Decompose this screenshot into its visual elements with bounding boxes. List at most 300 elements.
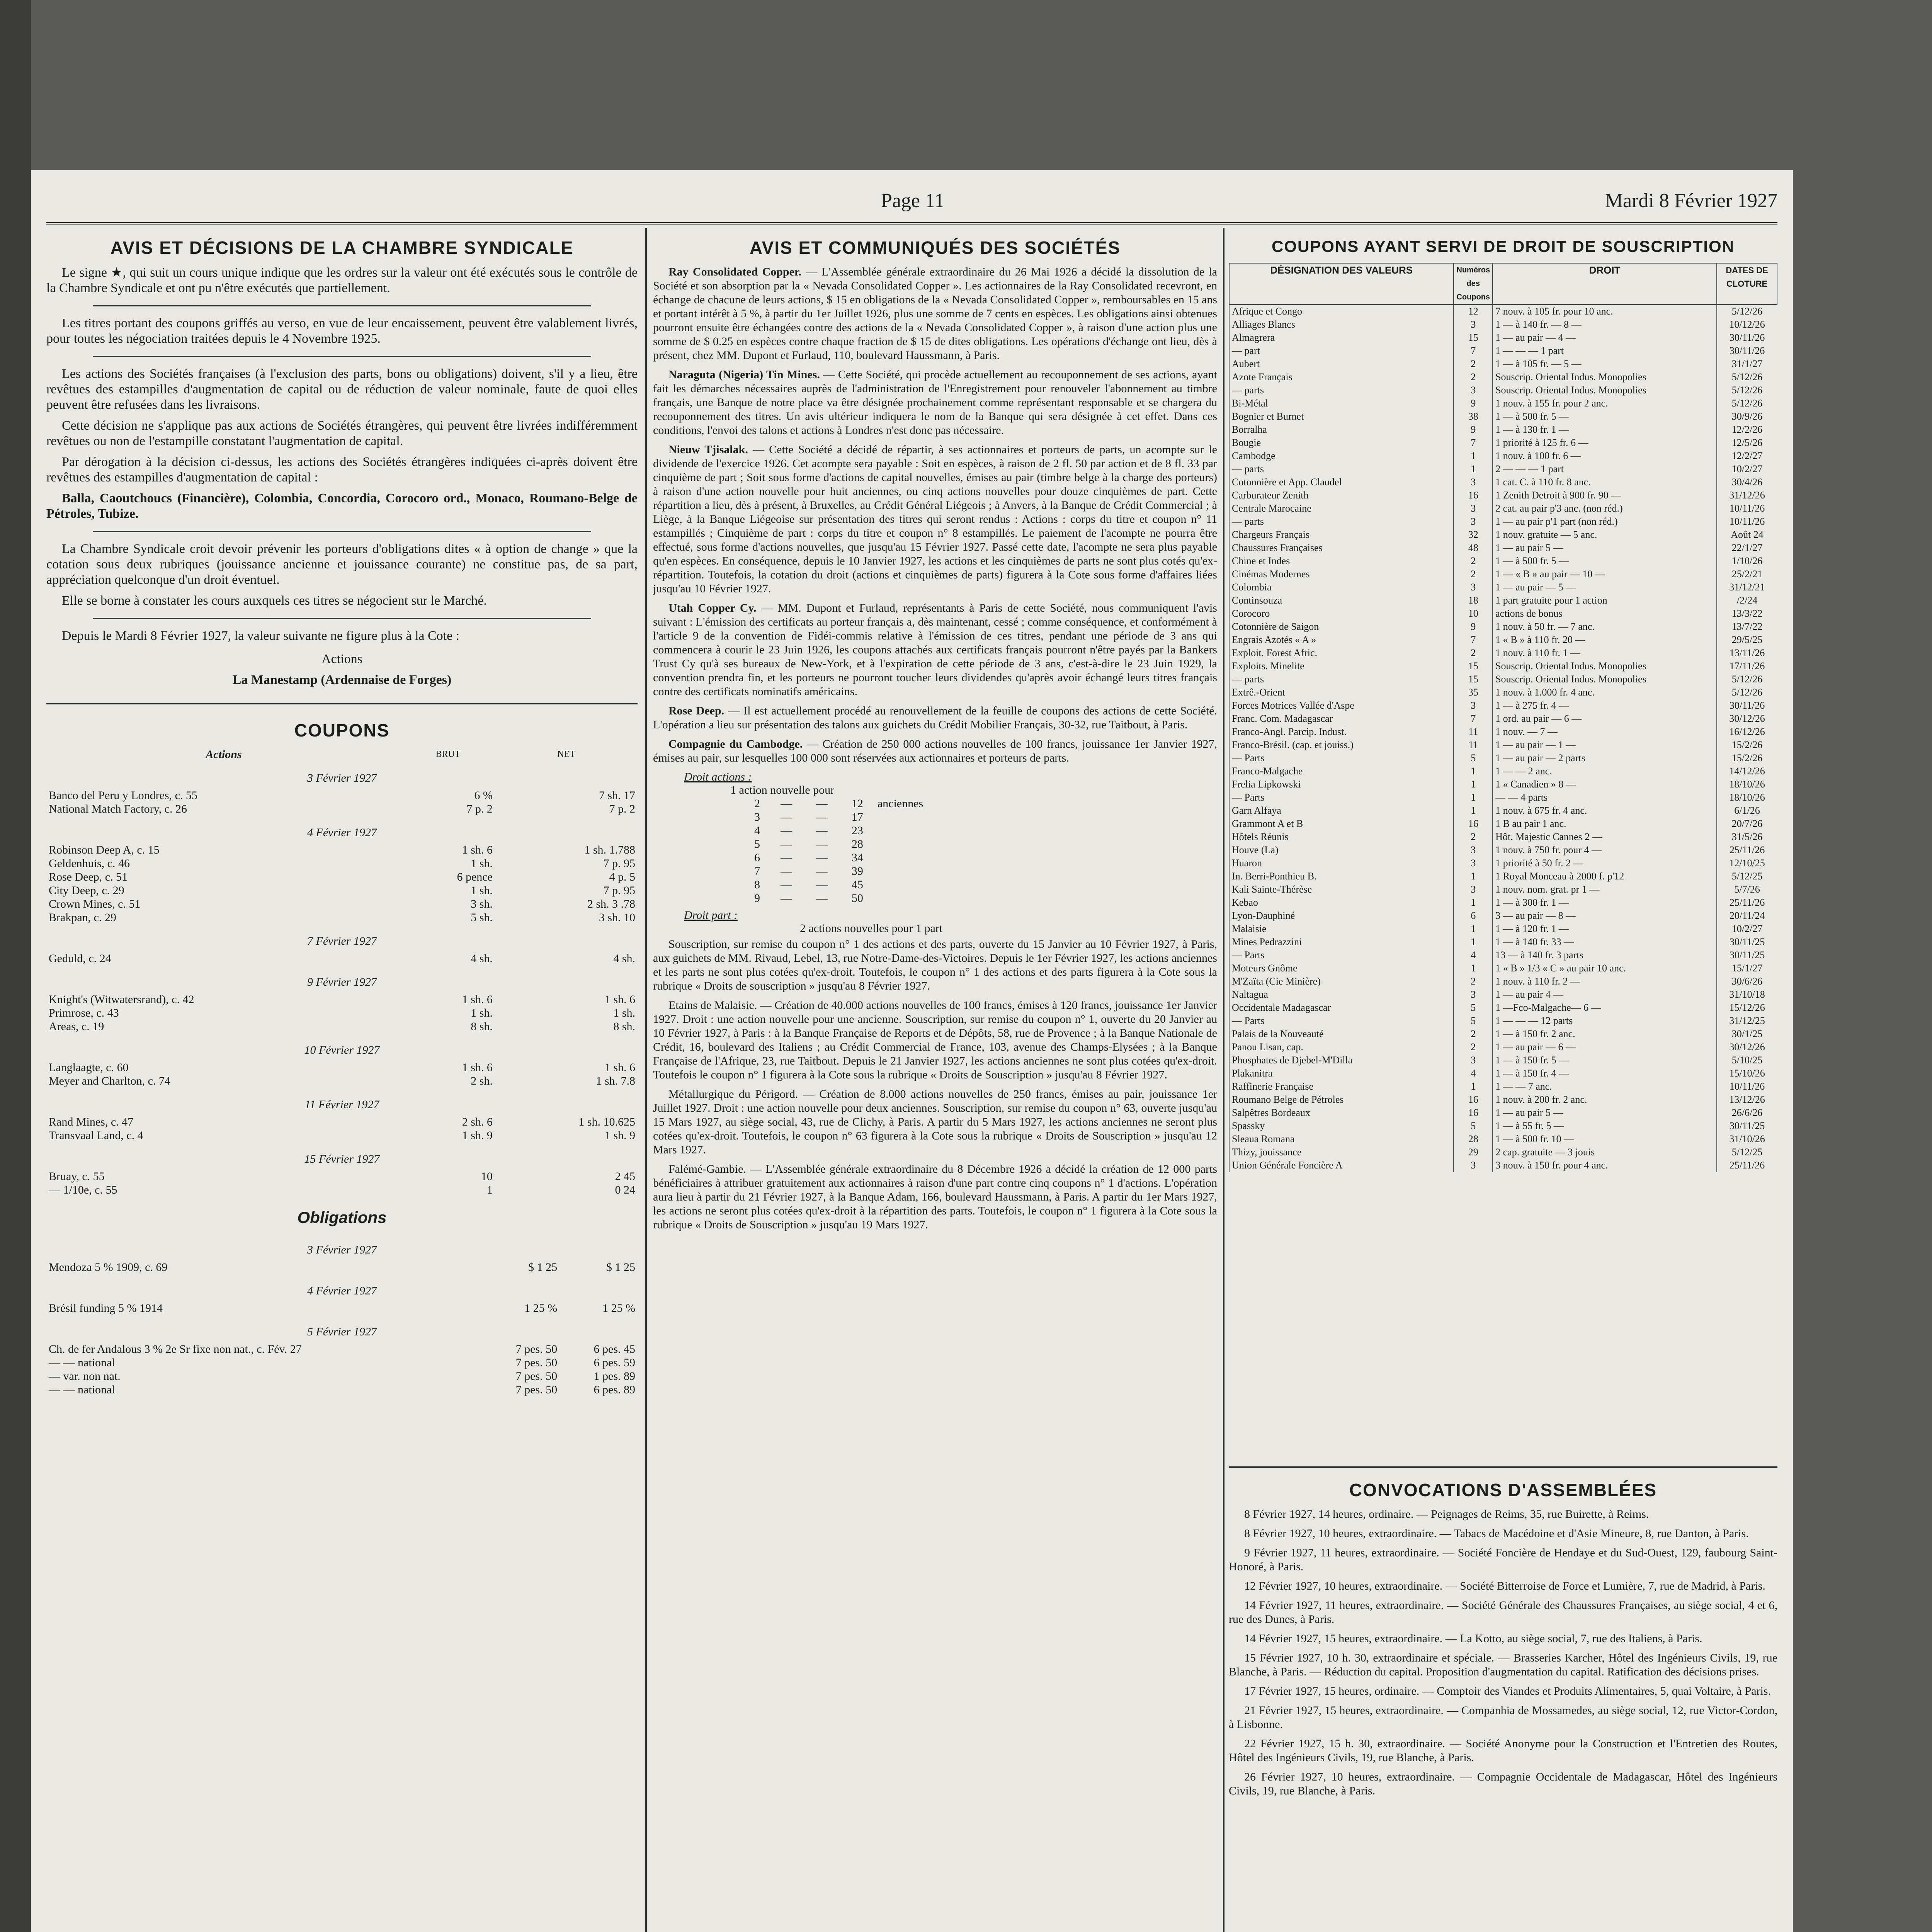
cs-cell: Spassky bbox=[1229, 1119, 1454, 1133]
cs-cell: 30/12/26 bbox=[1717, 712, 1777, 725]
cs-cell: 30/11/25 bbox=[1717, 935, 1777, 949]
cs-cell: — parts bbox=[1229, 515, 1454, 528]
cs-cell: 3 bbox=[1454, 844, 1493, 857]
coupons-date: 15 Février 1927 bbox=[304, 1153, 380, 1165]
cs-cell: 1 — à 105 fr. — 5 — bbox=[1493, 357, 1717, 371]
coupons-cell: 1 sh. 6 bbox=[462, 993, 493, 1006]
avis-paragraph: Les actions des Sociétés françaises (à l'exclusion des parts, bons ou obligations) doivent, s'il y a lieu, être revêtues des estampilles d'augmentation de capital ou de réduction de valeur nominale, faute de quoi elles peuvent être refusées dans les livraisons. bbox=[46, 367, 638, 412]
cs-row bbox=[1229, 673, 1777, 686]
cs-cell: 1 nouv. à 100 fr. 6 — bbox=[1493, 449, 1717, 463]
coupons-row bbox=[46, 897, 638, 911]
cs-cell: — parts bbox=[1229, 673, 1454, 686]
cs-cell: Souscrip. Oriental Indus. Monopolies bbox=[1493, 660, 1717, 673]
cs-cell: 3 bbox=[1454, 476, 1493, 489]
droit-actions-row bbox=[746, 837, 985, 851]
cs-row bbox=[1229, 1067, 1777, 1080]
avis-paragraph: Par dérogation à la décision ci-dessus, les actions des Sociétés étrangères indiquées ci-après doivent être revêtues des estampilles d'augmentation de capital : bbox=[46, 455, 638, 485]
droit-actions-row bbox=[746, 810, 985, 824]
cs-cell: 2 cat. au pair p'3 anc. (non réd.) bbox=[1493, 502, 1717, 515]
coupons-cell: 6 pence bbox=[457, 871, 493, 883]
cs-header-droit: DROIT bbox=[1493, 263, 1717, 304]
coupons-cell: 6 % bbox=[474, 789, 493, 802]
cs-row bbox=[1229, 1133, 1777, 1146]
cs-row bbox=[1229, 949, 1777, 962]
cs-cell: 1 — au pair 5 — bbox=[1493, 541, 1717, 554]
coupons-header-brut: BRUT bbox=[435, 749, 461, 759]
cs-cell: — Parts bbox=[1229, 791, 1454, 804]
cs-cell: Azote Français bbox=[1229, 371, 1454, 384]
cs-row bbox=[1229, 410, 1777, 423]
top-rule bbox=[46, 222, 1777, 224]
cs-cell: 15 bbox=[1454, 331, 1493, 344]
cs-cell: 1 — à 275 fr. 4 — bbox=[1493, 699, 1717, 712]
cs-row bbox=[1229, 318, 1777, 331]
cs-cell: 12/5/26 bbox=[1717, 436, 1777, 449]
coupons-cell: Meyer and Charlton, c. 74 bbox=[49, 1075, 170, 1087]
coupons-cell: 2 sh. 6 bbox=[462, 1116, 493, 1128]
cs-cell: — Parts bbox=[1229, 949, 1454, 962]
cs-cell: — part bbox=[1229, 344, 1454, 357]
cs-cell: 17/11/26 bbox=[1717, 660, 1777, 673]
avis-paragraph: Le signe ★, qui suit un cours unique indique que les ordres sur la valeur ont été exécutés sous le contrôle de la Chambre Syndicale et ont pu n'être exécutés que partiellement. bbox=[46, 265, 638, 295]
cs-cell: 10 bbox=[1454, 607, 1493, 620]
coupons-row bbox=[46, 1061, 638, 1074]
section-rule bbox=[1229, 1466, 1777, 1468]
cs-cell: 2 cap. gratuite — 3 jouis bbox=[1493, 1146, 1717, 1159]
divider bbox=[93, 305, 591, 306]
cs-cell: 28 bbox=[1454, 1133, 1493, 1146]
cs-cell: Lyon-Dauphiné bbox=[1229, 909, 1454, 922]
cs-row bbox=[1229, 502, 1777, 515]
coupons-row bbox=[46, 1020, 638, 1033]
avis-paragraph: Depuis le Mardi 8 Février 1927, la valeur suivante ne figure plus à la Cote : bbox=[62, 629, 460, 643]
cs-cell: Afrique et Congo bbox=[1229, 304, 1454, 318]
coupons-row bbox=[46, 857, 638, 870]
coupons-cell: 8 sh. bbox=[471, 1020, 493, 1033]
coupons-cell: Crown Mines, c. 51 bbox=[49, 898, 141, 910]
cs-row bbox=[1229, 922, 1777, 935]
coupons-oblig-cell: 7 pes. 50 bbox=[515, 1356, 558, 1369]
cs-row bbox=[1229, 646, 1777, 660]
cs-cell: 6/1/26 bbox=[1717, 804, 1777, 817]
cs-row bbox=[1229, 607, 1777, 620]
cs-cell: 1 — au pair 5 — bbox=[1493, 1106, 1717, 1119]
cs-cell: 10/11/26 bbox=[1717, 1080, 1777, 1093]
cs-row bbox=[1229, 962, 1777, 975]
droit-dash: — bbox=[781, 824, 793, 837]
cs-cell: 1 nouv. — 7 — bbox=[1493, 725, 1717, 738]
convocation-item: 8 Février 1927, 14 heures, ordinaire. — Peignages de Reims, 35, rue Buirette, à Reims. bbox=[1244, 1508, 1649, 1520]
cs-cell: 1 — à 120 fr. 1 — bbox=[1493, 922, 1717, 935]
cs-cell: 38 bbox=[1454, 410, 1493, 423]
cs-cell: 5/12/26 bbox=[1717, 673, 1777, 686]
cs-cell: 2 bbox=[1454, 646, 1493, 660]
cs-row bbox=[1229, 817, 1777, 830]
cs-cell: 13 — à 140 fr. 3 parts bbox=[1493, 949, 1717, 962]
cs-cell: 1 nouv. à 110 fr. 1 — bbox=[1493, 646, 1717, 660]
cs-cell: Salpêtres Bordeaux bbox=[1229, 1106, 1454, 1119]
cs-cell: Bi-Métal bbox=[1229, 397, 1454, 410]
coupons-oblig-row bbox=[46, 1369, 638, 1383]
cs-cell: 1 ord. au pair — 6 — bbox=[1493, 712, 1717, 725]
cs-cell: 16/12/26 bbox=[1717, 725, 1777, 738]
cs-body bbox=[1229, 304, 1777, 1172]
convocation-item: 14 Février 1927, 11 heures, extraordinaire. — Société Générale des Chaussures Françaises, au siège social, 4 et 6, rue des Dunes, à Paris. bbox=[1229, 1599, 1777, 1626]
coupons-oblig-cell: 7 pes. 50 bbox=[515, 1383, 558, 1396]
cs-cell: Cotonnière de Saigon bbox=[1229, 620, 1454, 633]
coupons-date-row bbox=[46, 761, 638, 789]
cs-cell: 1 — au pair p'1 part (non réd.) bbox=[1493, 515, 1717, 528]
cs-cell: 5/12/26 bbox=[1717, 397, 1777, 410]
coupons-cell: 8 sh. bbox=[613, 1020, 635, 1033]
coupons-row bbox=[46, 843, 638, 857]
cs-cell: 29/5/25 bbox=[1717, 633, 1777, 646]
cs-cell: 2 bbox=[1454, 568, 1493, 581]
column-coupons-souscription bbox=[1229, 232, 1777, 1932]
cs-cell: 1 bbox=[1454, 791, 1493, 804]
coupons-date-row bbox=[46, 965, 638, 993]
droit-dash: — bbox=[781, 811, 793, 823]
droit-old-count: 17 bbox=[851, 811, 863, 823]
coupons-oblig-cell: — var. non nat. bbox=[49, 1370, 121, 1383]
cs-cell: Forces Motrices Vallée d'Aspe bbox=[1229, 699, 1454, 712]
running-header bbox=[31, 185, 1793, 216]
societe-notice: Etains de Malaisie. — Création de 40.000 actions nouvelles de 100 francs, émises à 120 francs, jouissance 1er Janvier 1927. Droit : une action nouvelle pour une ancienne. Souscription, sur remise du coupon n° 1, ouverte du 20 Janvier au 10 Février 1927, à Paris : à la Banque Française de Reports et de Dépôts, 58, rue de Provence ; à la Banque Nationale de Crédit, 16, boulevard des Italiens ; au Crédit Commercial de France, 103, avenue des Champs-Elysées ; à la Banque Française de l'Afrique, 23, rue Taitbout. Depuis le 21 Janvier 1927, les actions anciennes ne sont plus cotées qu'ex-droit. Toutefois le coupon n° 1 figurera à la Cote sous la rubrique « Droits de Souscription » jusqu'au 8 Février 1927. bbox=[653, 999, 1217, 1081]
cs-cell: 15/10/26 bbox=[1717, 1067, 1777, 1080]
cs-cell: 5/10/25 bbox=[1717, 1054, 1777, 1067]
cs-cell: 11 bbox=[1454, 725, 1493, 738]
cs-cell: 1 — à 500 fr. 5 — bbox=[1493, 410, 1717, 423]
coupons-row bbox=[46, 1006, 638, 1020]
cs-row bbox=[1229, 515, 1777, 528]
coupons-row bbox=[46, 1074, 638, 1088]
coupons-cell: 1 sh. bbox=[613, 1007, 635, 1019]
cs-cell: Souscrip. Oriental Indus. Monopolies bbox=[1493, 673, 1717, 686]
cs-cell: 1 — au pair — 6 — bbox=[1493, 1041, 1717, 1054]
cs-row bbox=[1229, 476, 1777, 489]
cs-cell: 1 bbox=[1454, 765, 1493, 778]
coupons-cell: Banco del Peru y Londres, c. 55 bbox=[49, 789, 197, 802]
cs-cell: 1 — à 150 fr. 4 — bbox=[1493, 1067, 1717, 1080]
cs-row bbox=[1229, 489, 1777, 502]
cs-cell: 5 bbox=[1454, 752, 1493, 765]
coupons-cell: 7 p. 2 bbox=[609, 803, 635, 815]
droit-new-count: 8 bbox=[754, 878, 760, 891]
cs-cell: 5/7/26 bbox=[1717, 883, 1777, 896]
cs-cell: 30/11/26 bbox=[1717, 344, 1777, 357]
droit-unit bbox=[875, 810, 985, 824]
cs-cell: 7 bbox=[1454, 633, 1493, 646]
coupons-date-row bbox=[46, 924, 638, 952]
coupons-oblig-row bbox=[46, 1342, 638, 1356]
cs-row bbox=[1229, 620, 1777, 633]
coupons-row bbox=[46, 870, 638, 884]
cs-cell: Frelia Lipkowski bbox=[1229, 778, 1454, 791]
coupons-cell: — 1/10e, c. 55 bbox=[49, 1184, 117, 1196]
societe-name: Compagnie du Cambodge. bbox=[668, 738, 803, 750]
droit-unit bbox=[875, 878, 985, 891]
cs-cell: 1 priorité à 125 fr. 6 — bbox=[1493, 436, 1717, 449]
cs-row bbox=[1229, 304, 1777, 318]
cs-cell: 3 bbox=[1454, 515, 1493, 528]
coupons-cell: Langlaagte, c. 60 bbox=[49, 1061, 129, 1074]
cs-row bbox=[1229, 371, 1777, 384]
cs-row bbox=[1229, 1146, 1777, 1159]
droit-new-count: 3 bbox=[754, 811, 760, 823]
droit-unit bbox=[875, 864, 985, 878]
convocations-items bbox=[1229, 1507, 1777, 1798]
cs-row bbox=[1229, 357, 1777, 371]
cs-cell: 20/7/26 bbox=[1717, 817, 1777, 830]
droit-old-count: 45 bbox=[851, 878, 863, 891]
cs-cell: 1 bbox=[1454, 922, 1493, 935]
cs-cell: 5/12/26 bbox=[1717, 371, 1777, 384]
coupons-cell: 3 sh. 10 bbox=[599, 911, 635, 924]
droit-dash: — bbox=[816, 824, 828, 837]
cs-cell: 1 nouv. à 50 fr. — 7 anc. bbox=[1493, 620, 1717, 633]
cs-cell: 30/11/26 bbox=[1717, 699, 1777, 712]
cs-cell: 3 bbox=[1454, 883, 1493, 896]
cs-cell: 1 — — — 1 part bbox=[1493, 344, 1717, 357]
societe-notice bbox=[653, 368, 1217, 437]
cs-cell: 1 nouv. à 1.000 fr. 4 anc. bbox=[1493, 686, 1717, 699]
cs-row bbox=[1229, 449, 1777, 463]
cs-cell: 1 « B » à 110 fr. 20 — bbox=[1493, 633, 1717, 646]
page-number: Page 11 bbox=[881, 190, 945, 212]
cs-row bbox=[1229, 660, 1777, 673]
cs-cell: 30/9/26 bbox=[1717, 410, 1777, 423]
cs-cell: actions de bonus bbox=[1493, 607, 1717, 620]
cs-cell: Exploits. Minelite bbox=[1229, 660, 1454, 673]
cs-row bbox=[1229, 883, 1777, 896]
cs-cell: 1 — au pair — 5 — bbox=[1493, 581, 1717, 594]
cs-cell: 25/11/26 bbox=[1717, 896, 1777, 909]
cs-cell: 18 bbox=[1454, 594, 1493, 607]
cs-cell: 2 bbox=[1454, 1027, 1493, 1041]
cs-cell: 2 bbox=[1454, 975, 1493, 988]
coupons-row bbox=[46, 993, 638, 1006]
cs-cell: 9 bbox=[1454, 397, 1493, 410]
cs-cell: 1 — à 500 fr. 5 — bbox=[1493, 554, 1717, 568]
cs-cell: 12/10/25 bbox=[1717, 857, 1777, 870]
cs-cell: Sleaua Romana bbox=[1229, 1133, 1454, 1146]
droit-old-count: 12 bbox=[851, 797, 863, 810]
droit-unit bbox=[875, 891, 985, 905]
droit-dash: — bbox=[816, 851, 828, 864]
avis-paragraph: Les titres portant des coupons griffés au verso, en vue de leur encaissement, peuvent être valablement livrés, pour toutes les négociation traitées depuis le 4 Novembre 1925. bbox=[46, 316, 638, 346]
coupons-cell: 2 sh. bbox=[471, 1075, 493, 1087]
coupons-cell: 1 bbox=[486, 1184, 493, 1196]
coupons-oblig-cell: 6 pes. 89 bbox=[594, 1383, 635, 1396]
coupons-date-row bbox=[46, 1088, 638, 1115]
cs-cell: Corocoro bbox=[1229, 607, 1454, 620]
cs-cell: 15/2/26 bbox=[1717, 752, 1777, 765]
coupons-date: 9 Février 1927 bbox=[307, 976, 377, 988]
cs-cell: 1 bbox=[1454, 935, 1493, 949]
cs-cell: 13/3/22 bbox=[1717, 607, 1777, 620]
coupons-cell: 2 45 bbox=[615, 1170, 635, 1183]
cs-cell: 1 nouv. à 750 fr. pour 4 — bbox=[1493, 844, 1717, 857]
cs-cell: Carburateur Zenith bbox=[1229, 489, 1454, 502]
coupons-oblig-cell: — — national bbox=[49, 1383, 115, 1396]
cs-row bbox=[1229, 844, 1777, 857]
societe-notice bbox=[653, 601, 1217, 699]
cs-cell: 16 bbox=[1454, 1106, 1493, 1119]
coupons-cell: 2 sh. 3 .78 bbox=[587, 898, 635, 910]
cs-row bbox=[1229, 909, 1777, 922]
convocations-title: CONVOCATIONS D'ASSEMBLÉES bbox=[1349, 1480, 1657, 1500]
avis-societes-title: AVIS ET COMMUNIQUÉS DES SOCIÉTÉS bbox=[749, 238, 1121, 258]
cs-cell: Souscrip. Oriental Indus. Monopolies bbox=[1493, 384, 1717, 397]
coupons-cell: 1 sh. 1.788 bbox=[584, 844, 635, 856]
cs-cell: 1 nouv. nom. grat. pr 1 — bbox=[1493, 883, 1717, 896]
cs-cell: 6 bbox=[1454, 909, 1493, 922]
convocation-item: 17 Février 1927, 15 heures, ordinaire. — Comptoir des Viandes et Produits Alimentaires, 5, quai Voltaire, à Paris. bbox=[1244, 1685, 1771, 1697]
coupons-oblig-row bbox=[46, 1260, 638, 1274]
droit-actions-row bbox=[746, 878, 985, 891]
convocation-item: 8 Février 1927, 10 heures, extraordinaire. — Tabacs de Macédoine et d'Asie Mineure, 8, rue Danton, à Paris. bbox=[1244, 1527, 1749, 1540]
droit-parts-text: 2 actions nouvelles pour 1 part bbox=[800, 922, 943, 935]
cs-cell: Aubert bbox=[1229, 357, 1454, 371]
cs-cell: Continsouza bbox=[1229, 594, 1454, 607]
cs-cell: — parts bbox=[1229, 384, 1454, 397]
cs-row bbox=[1229, 778, 1777, 791]
droit-unit bbox=[875, 837, 985, 851]
coupons-oblig-cell: Brésil funding 5 % 1914 bbox=[49, 1302, 163, 1315]
droit-dash: — bbox=[781, 838, 793, 850]
societe-text: — Cette Société, qui procède actuellement au recouponnement de ses actions, ayant fait les démarches nécessaires auprès de l'administration de l'Enregistrement pour renouveler l'abonnement au timbre français, une Banque de notre place va être désignée prochainement comme représentant responsable et se chargera du recouponnement des titres. Un avis ultérieur indiquera le nom de la Banque qui sera désignée à cet effet. Dans ces conditions, l'envoi des talons et actions à Londres n'est donc pas nécessaire. bbox=[653, 368, 1217, 437]
cs-row bbox=[1229, 765, 1777, 778]
cs-row bbox=[1229, 1080, 1777, 1093]
coupons-date-row bbox=[46, 1033, 638, 1061]
droit-actions-row bbox=[746, 864, 985, 878]
cs-cell: 5 bbox=[1454, 1014, 1493, 1027]
cs-cell: 5/12/25 bbox=[1717, 1146, 1777, 1159]
coupons-cell: Areas, c. 19 bbox=[49, 1020, 104, 1033]
cs-header-designation: DÉSIGNATION DES VALEURS bbox=[1229, 263, 1454, 304]
cs-cell: 7 bbox=[1454, 436, 1493, 449]
cs-cell: 30/1/25 bbox=[1717, 1027, 1777, 1041]
cs-cell: 1 Royal Monceau à 2000 f. p'12 bbox=[1493, 870, 1717, 883]
cs-cell: 25/2/21 bbox=[1717, 568, 1777, 581]
droit-actions-table bbox=[746, 797, 985, 905]
droit-dash: — bbox=[781, 865, 793, 878]
cs-cell: Palais de la Nouveauté bbox=[1229, 1027, 1454, 1041]
coupons-oblig-body bbox=[46, 1233, 638, 1396]
coupons-oblig-row bbox=[46, 1383, 638, 1396]
cs-cell: 1 — à 500 fr. 10 — bbox=[1493, 1133, 1717, 1146]
coupons-cell: Bruay, c. 55 bbox=[49, 1170, 105, 1183]
cs-cell: 1 bbox=[1454, 1080, 1493, 1093]
cs-row bbox=[1229, 857, 1777, 870]
coupons-row bbox=[46, 911, 638, 924]
convocation-item: 14 Février 1927, 15 heures, extraordinaire. — La Kotto, au siège social, 7, rue des Italiens, à Paris. bbox=[1244, 1632, 1702, 1645]
droit-actions-row bbox=[746, 851, 985, 864]
cs-cell: Houve (La) bbox=[1229, 844, 1454, 857]
cs-cell: 48 bbox=[1454, 541, 1493, 554]
cs-cell: 10/12/26 bbox=[1717, 318, 1777, 331]
societe-text: — Création de 250 000 actions nouvelles de 100 francs, jouissance 1er Janvier 1927, émises au pair, sur lesquelles 100 000 sont réservées aux actionnaires et porteurs de parts. bbox=[653, 738, 1217, 764]
societe-text: — Il est actuellement procédé au renouvellement de la feuille de coupons des actions de cette Société. L'opération a lieu sur présentation des talons aux guichets du Crédit Mobilier Français, 30-32, rue Taitbout, à Paris. bbox=[653, 704, 1217, 731]
coupons-cell: 3 sh. bbox=[471, 898, 493, 910]
cs-cell: 30/12/26 bbox=[1717, 1041, 1777, 1054]
cs-row bbox=[1229, 633, 1777, 646]
cs-cell: 29 bbox=[1454, 1146, 1493, 1159]
coupons-oblig-row bbox=[46, 1356, 638, 1369]
coupons-row bbox=[46, 802, 638, 816]
coupons-cell: 1 sh. bbox=[471, 1007, 493, 1019]
cs-cell: Borralha bbox=[1229, 423, 1454, 436]
cs-row bbox=[1229, 699, 1777, 712]
cs-cell: Cambodge bbox=[1229, 449, 1454, 463]
cs-cell: 1 — à 55 fr. 5 — bbox=[1493, 1119, 1717, 1133]
coupons-cell: 5 sh. bbox=[471, 911, 493, 924]
droit-new-count: 7 bbox=[754, 865, 760, 878]
cs-cell: 1 — — — 12 parts bbox=[1493, 1014, 1717, 1027]
cs-cell: Août 24 bbox=[1717, 528, 1777, 541]
left-gutter bbox=[0, 0, 31, 1932]
cs-row bbox=[1229, 738, 1777, 752]
cs-cell: 15/12/26 bbox=[1717, 1001, 1777, 1014]
droit-new-count: 5 bbox=[754, 838, 760, 850]
cs-row bbox=[1229, 554, 1777, 568]
coupons-cell: Transvaal Land, c. 4 bbox=[49, 1129, 143, 1142]
coupons-date-row bbox=[46, 1274, 638, 1301]
divider bbox=[93, 356, 591, 357]
cs-cell: Franc. Com. Madagascar bbox=[1229, 712, 1454, 725]
droit-old-count: 34 bbox=[851, 851, 863, 864]
societe-name: Rose Deep. bbox=[668, 704, 724, 717]
cs-cell: 11 bbox=[1454, 738, 1493, 752]
cs-cell: 25/11/26 bbox=[1717, 844, 1777, 857]
coupons-date: 3 Février 1927 bbox=[307, 772, 377, 784]
cs-cell: 7 bbox=[1454, 712, 1493, 725]
cs-cell: 31/12/21 bbox=[1717, 581, 1777, 594]
coupons-oblig-cell: Ch. de fer Andalous 3 % 2e Sr fixe non nat., c. Fév. 27 bbox=[49, 1343, 302, 1355]
coupons-date: 3 Février 1927 bbox=[307, 1243, 377, 1256]
cs-cell: 1 — à 140 fr. 33 — bbox=[1493, 935, 1717, 949]
cs-cell: 3 bbox=[1454, 1054, 1493, 1067]
cs-cell: 5/12/25 bbox=[1717, 870, 1777, 883]
coupons-cell: 1 sh. 9 bbox=[604, 1129, 635, 1142]
cs-cell: 10/2/27 bbox=[1717, 463, 1777, 476]
societe-text: — MM. Dupont et Furlaud, représentants à Paris de cette Société, nous communiquent l'avis suivant : L'émission des certificats au porteur français a, dès maintenant, cessé ; comme conséquence, et conformément à l'article 9 de la convention de Fidéi-commis relative à l'émission de ces titres, pendant une période de 3 ans qui commencera à courir le 23 Juin 1926, les coupons attachés aux certificats français pourront n'être payés par la Bankers Trust Cy qu'à ses bureaux de New-York, et à l'expiration de cette période de 3 ans, c'est-à-dire le 23 Juin 1929, la convention prendra fin, et les porteurs ne pourront toucher leurs dividendes qu'après avoir échangé leurs titres français contre des certificats nominatifs américains. bbox=[653, 602, 1217, 698]
convocation-item: 15 Février 1927, 10 h. 30, extraordinaire et spéciale. — Brasseries Karcher, Hôtel des Ingénieurs Civils, 19, rue Blanche, à Paris. — Réduction du capital. Proposition d'augmentation du capital. Ratification des décisions prises. bbox=[1229, 1651, 1777, 1678]
coupons-date: 10 Février 1927 bbox=[304, 1044, 380, 1056]
cs-cell: 2 bbox=[1454, 1041, 1493, 1054]
cs-cell: 16 bbox=[1454, 489, 1493, 502]
societe-text: — L'Assemblée générale extraordinaire du 26 Mai 1926 a décidé la dissolution de la Société et son absorption par la « Nevada Consolidated Copper ». Les actionnaires de la Ray Consolidated recevront, en échange de chacune de leurs actions, $ 15 en obligations de la « Nevada Consolidated Copper », remboursables en 15 ans et portant intérêt à 5 %, à partir du 1er Juillet 1926, plus une somme de 7 cents en espèces. Les obligations ainsi obtenues pourront ensuite être échangées contre des actions de la « Nevada Consolidated Copper », à raison d'une action plus une somme de $ 0.25 en espèces contre chaque fraction de $ 15 de dites obligations. Les opérations d'échange ont lieu, dès à présent, chez MM. Dupont et Furlaud, 110, boulevard Haussmann, à Paris. bbox=[653, 265, 1217, 362]
cs-cell: 1 — au pair — 2 parts bbox=[1493, 752, 1717, 765]
cs-cell: Bognier et Burnet bbox=[1229, 410, 1454, 423]
cs-cell: Grammont A et B bbox=[1229, 817, 1454, 830]
cs-cell: 1 Zenith Detroit à 900 fr. 90 — bbox=[1493, 489, 1717, 502]
coupons-cell: 1 sh. 6 bbox=[462, 1061, 493, 1074]
cs-row bbox=[1229, 423, 1777, 436]
cs-cell: 5/12/26 bbox=[1717, 384, 1777, 397]
droit-dash: — bbox=[781, 878, 793, 891]
coupons-oblig-cell: 1 25 % bbox=[524, 1302, 558, 1315]
coupons-cell: 1 sh. bbox=[471, 884, 493, 897]
coupons-row bbox=[46, 789, 638, 802]
cs-row bbox=[1229, 1041, 1777, 1054]
convocation-item: 26 Février 1927, 10 heures, extraordinaire. — Compagnie Occidentale de Madagascar, Hôtel des Ingénieurs Civils, 19, rue Blanche, à Paris. bbox=[1229, 1770, 1777, 1797]
cs-cell: 15 bbox=[1454, 673, 1493, 686]
divider bbox=[93, 531, 591, 532]
cs-cell: 1 — à 130 fr. 1 — bbox=[1493, 423, 1717, 436]
coupons-cell: 4 sh. bbox=[613, 952, 635, 965]
droit-actions-row bbox=[746, 797, 985, 810]
